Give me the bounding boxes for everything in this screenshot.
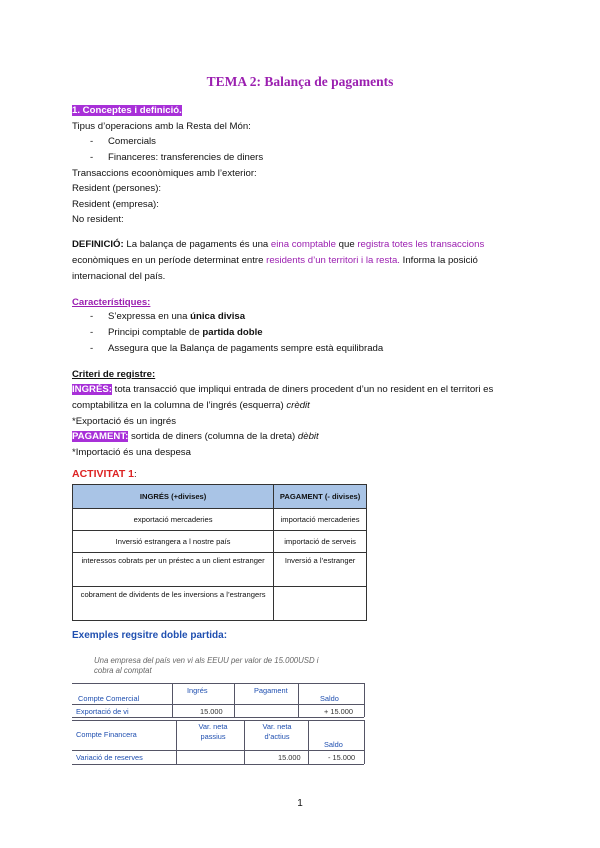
ops-intro: Tipus d’operacions amb la Resta del Món: xyxy=(72,121,251,132)
importacio-note: *Importació és una despesa xyxy=(72,447,191,458)
definicio-paragraph: DEFINICIÓ: La balança de pagaments és una eina comptable que registra totes les transaccions econòmiques en un període determinat entre residents d’un territori i la resta. Informa la posició internacional del país. xyxy=(72,239,485,282)
table-header: INGRÉS (+divises) xyxy=(73,485,274,509)
table-row: interessos cobrats per un préstec a un client estranger Inversió a l’estranger xyxy=(73,553,367,587)
exportacio-note: *Exportació és un ingrés xyxy=(72,416,176,427)
page-title: TEMA 2: Balança de pagaments xyxy=(206,74,394,89)
transaccions-text: Transaccions ecoonòmiques amb l’exterior: xyxy=(72,168,257,179)
caracteristiques-heading: Característiques: xyxy=(72,297,151,308)
ops-item: Financeres: transferencies de diners xyxy=(108,152,264,163)
dash-icon: - xyxy=(90,152,94,163)
table-header: PAGAMENT (- divises) xyxy=(274,485,367,509)
table-row: Inversió estrangera a l nostre país importació de serveis xyxy=(73,531,367,553)
exemples-heading: Exemples regsitre doble partida: xyxy=(72,630,228,641)
exemple-image: Una empresa del país ven vi als EEUU per valor de 15.000USD i cobra al comptat Compte Comercial Ingrés Pagament Saldo Exportació de vi 15.000 + 15.000 Compte Financera Var. neta passius Var. neta d’actius Saldo Variació de reserves 15.000 - 15.000 xyxy=(72,652,372,770)
ops-item: Comercials xyxy=(108,136,156,147)
page-number: 1 xyxy=(297,798,303,809)
activitat-table xyxy=(72,484,367,621)
no-resident: No resident: xyxy=(72,214,124,225)
ingres-line: INGRÉS: tota transacció que impliqui entrada de diners procedent d’un no resident en el territori es xyxy=(72,384,494,395)
criteri-heading: Criteri de registre: xyxy=(72,369,156,380)
pagament-line: PAGAMENT: sortida de diners (columna de la dreta) dèbit xyxy=(72,431,319,442)
dash-icon: - xyxy=(90,343,94,354)
dash-icon: - xyxy=(90,327,94,338)
resident-persones: Resident (persones): xyxy=(72,183,162,194)
caract-item: Assegura que la Balança de pagaments sempre està equilibrada xyxy=(108,343,384,354)
activitat-label: ACTIVITAT 1: xyxy=(72,468,137,480)
table-row: cobrament de dividents de les inversions a l’estrangers xyxy=(73,587,367,621)
dash-icon: - xyxy=(90,136,94,147)
caract-item: Principi comptable de partida doble xyxy=(108,327,263,338)
ingres-line-2: comptabilitza en la columna de l’ingrés (esquerra) crèdit xyxy=(72,400,310,411)
resident-empresa: Resident (empresa): xyxy=(72,199,159,210)
caract-item: S’expressa en una única divisa xyxy=(108,311,246,322)
section1-heading: 1. Conceptes i definició. xyxy=(72,105,182,116)
dash-icon: - xyxy=(90,311,94,322)
table-row: exportació mercaderies importació mercaderies xyxy=(73,509,367,531)
